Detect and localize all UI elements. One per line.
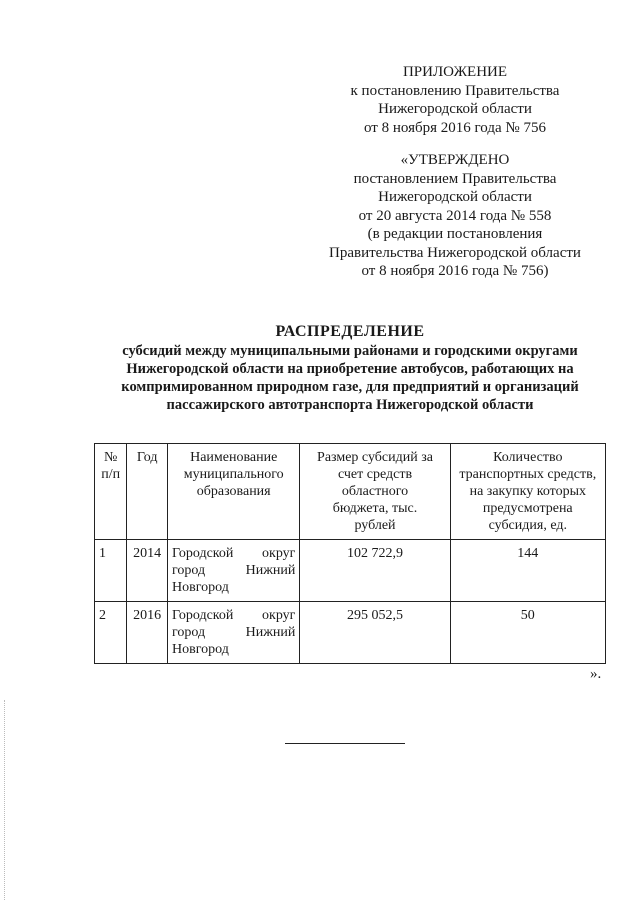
appendix-line: от 8 ноября 2016 года № 756: [364, 119, 546, 136]
cell-subsidy-amount: 295 052,5: [300, 602, 450, 664]
header-municipality: Наименование муниципального образования: [167, 444, 299, 540]
cell-municipality: Городской округ город Нижний Новгород: [167, 602, 299, 664]
approved-line: Нижегородской области: [378, 189, 532, 205]
table-row: [95, 540, 606, 602]
cell-year: 2016: [127, 602, 168, 664]
header-year: Год: [127, 444, 168, 540]
title-subtitle-line: компримированном природном газе, для предприятий и организаций: [121, 379, 579, 395]
approved-line: от 20 августа 2014 года № 558: [358, 207, 552, 224]
approved-line: от 8 ноября 2016 года № 756): [361, 263, 549, 279]
table-header-row: [95, 444, 606, 540]
approved-line: постановлением Правительства: [353, 170, 557, 187]
appendix-line: к постановлению Правительства: [350, 82, 560, 99]
cell-number: 1: [95, 540, 127, 602]
approval-stamp-text: [310, 151, 600, 281]
document-title: [70, 322, 630, 414]
table-row: [95, 602, 606, 664]
appendix-header: [320, 63, 590, 137]
header-number: № п/п: [95, 444, 127, 540]
title-subtitle-line: субсидий между муниципальными районами и городскими округами: [122, 343, 578, 359]
approved-line: Правительства Нижегородской области: [329, 244, 581, 261]
title-subtitle-line: пассажирского автотранспорта Нижегородской области: [166, 397, 534, 413]
cell-year: 2014: [127, 540, 168, 602]
appendix-title: ПРИЛОЖЕНИЕ: [402, 64, 508, 80]
cell-subsidy-amount: 102 722,9: [300, 540, 450, 602]
approved-title: «УТВЕРЖДЕНО: [400, 152, 510, 168]
title-subtitle-line: Нижегородской области на приобретение автобусов, работающих на: [126, 361, 574, 377]
header-subsidy-amount: Размер субсидий за счет средств областного бюджета, тыс. рублей: [300, 444, 450, 540]
scan-edge-divider: [4, 700, 5, 900]
cell-vehicle-count: 144: [450, 540, 605, 602]
appendix-line: Нижегородской области: [378, 101, 532, 117]
cell-municipality: Городской округ город Нижний Новгород: [167, 540, 299, 602]
closing-quote: ».: [590, 666, 602, 682]
header-vehicle-count: Количество транспортных средств, на закупку которых предусмотрена субсидия, ед.: [450, 444, 605, 540]
distribution-table: [94, 443, 606, 664]
cell-vehicle-count: 50: [450, 602, 605, 664]
signature-divider: [285, 743, 405, 744]
cell-number: 2: [95, 602, 127, 664]
approved-line: (в редакции постановления: [367, 226, 543, 242]
title-main: РАСПРЕДЕЛЕНИЕ: [275, 323, 425, 340]
